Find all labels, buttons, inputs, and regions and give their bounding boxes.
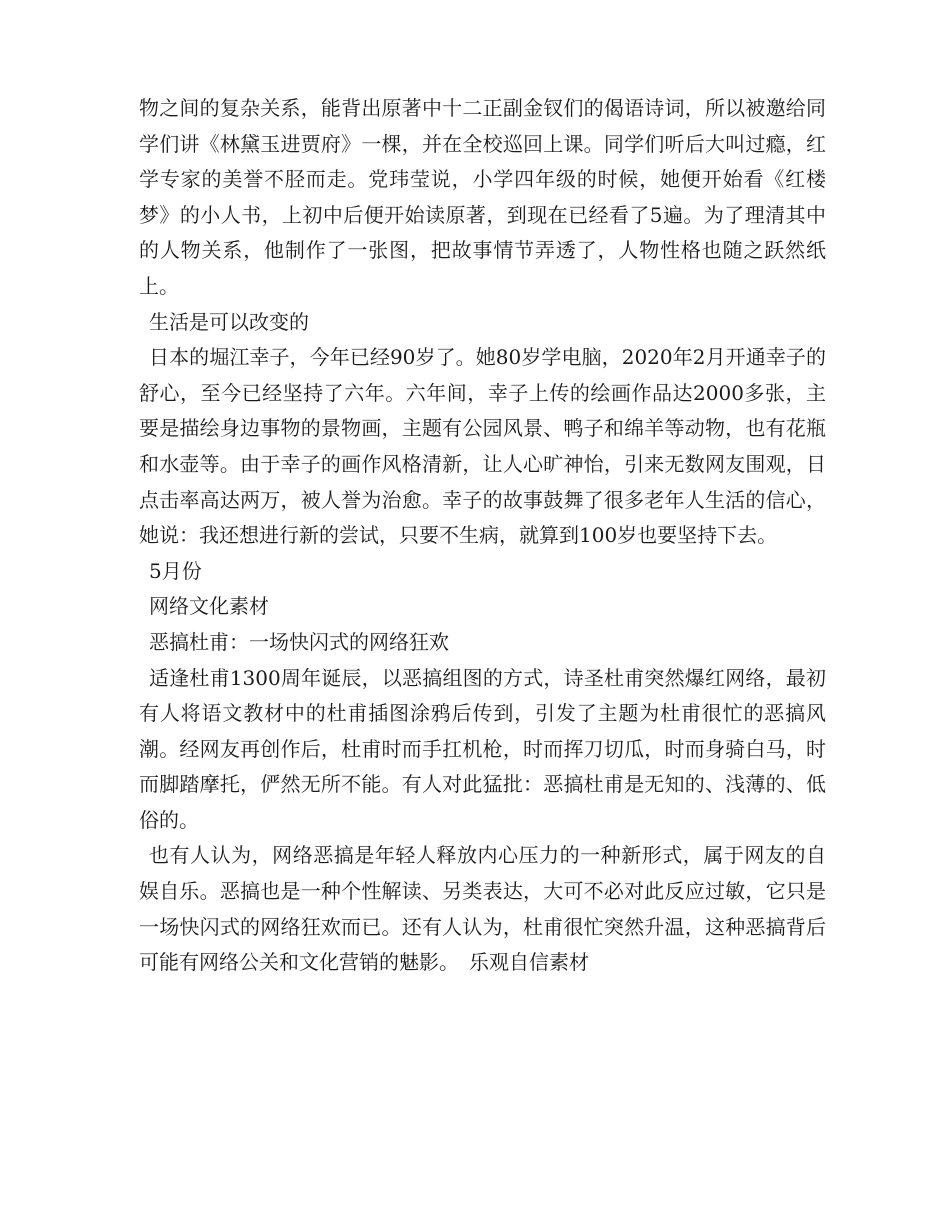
heading-internet-culture: 网络文化素材 [149, 594, 269, 619]
document-body [139, 91, 826, 981]
heading-may: 5月份 [149, 558, 202, 583]
paragraph-du-fu-anniversary: 适逢杜甫1300周年诞辰，以恶搞组图的方式，诗圣杜甫突然爆红网络，最初有人将语文教材中的杜甫插图涂鸦后传到，引发了主题为杜甫很忙的恶搞风潮。经网友再创作后，杜甫时而手扛机枪，时而挥刀切瓜，时而身骑白马，时而脚踏摩托，俨然无所不能。有人对此猛批：恶搞杜甫是无知的、浅薄的、低俗的。 [139, 665, 826, 832]
heading-life-can-change: 生活是可以改变的 [149, 309, 309, 334]
paragraph-other-views: 也有人认为，网络恶搞是年轻人释放内心压力的一种新形式，属于网友的自娱自乐。恶搞也是一种个性解读、另类表达，大可不必对此反应过敏，它只是一场快闪式的网络狂欢而已。还有人认为，杜甫很忙突然升温，这种恶搞背后可能有网络公关和文化营销的魅影。 乐观自信素材 [139, 843, 826, 975]
paragraph-horie-sachiko: 日本的堀江幸子，今年已经90岁了。她80岁学电脑，2020年2月开通幸子的舒心，至今已经坚持了六年。六年间，幸子上传的绘画作品达2000多张，主要是描绘身边事物的景物画，主题有公园风景、鸭子和绵羊等动物，也有花瓶和水壶等。由于幸子的画作风格清新，让人心旷神怡，引来无数网友围观，日点击率高达两万，被人誉为治愈。幸子的故事鼓舞了很多老年人生活的信心，她说：我还想进行新的尝试，只要不生病，就算到100岁也要坚持下去。 [139, 345, 826, 548]
paragraph-continued-text: 物之间的复杂关系，能背出原著中十二正副金钗们的偈语诗词，所以被邀给同学们讲《林黛玉进贾府》一棵，并在全校巡回上课。同学们听后大叫过瘾，红学专家的美誉不胫而走。党玮莹说，小学四年级的时候，她便开始看《红楼梦》的小人书，上初中后便开始读原著，到现在已经看了5遍。为了理清其中的人物关系，他制作了一张图，把故事情节弄透了，人物性格也随之跃然纸上。 [139, 96, 826, 298]
heading-du-fu-parody: 恶搞杜甫：一场快闪式的网络狂欢 [149, 629, 449, 654]
